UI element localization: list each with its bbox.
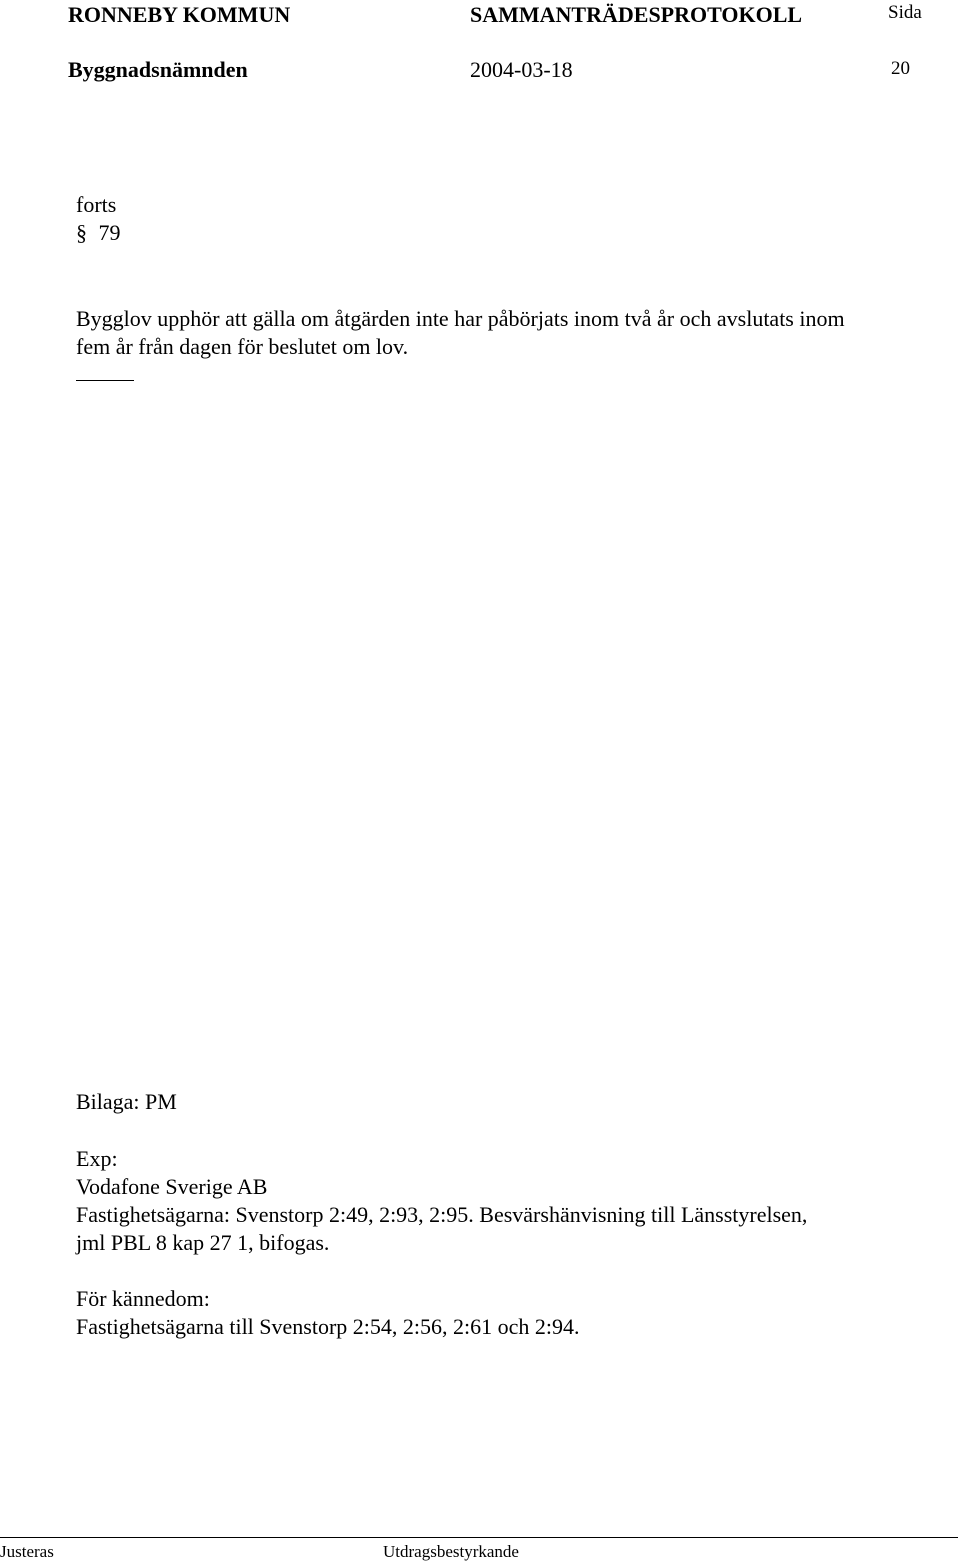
exp-line-2: Fastighetsägarna: Svenstorp 2:49, 2:93, 2:95. Besvärshänvisning till Länsstyrelsen, xyxy=(76,1202,808,1227)
page-number: 20 xyxy=(891,58,910,79)
paragraph-sign: § xyxy=(76,220,87,245)
committee-name: Byggnadsnämnden xyxy=(68,57,248,82)
org-name: RONNEBY KOMMUN xyxy=(68,2,291,27)
body-line-2: fem år från dagen för beslutet om lov. xyxy=(76,334,409,359)
attachment-line: Bilaga: PM xyxy=(76,1089,177,1114)
footer-utdragsbestyrkande: Utdragsbestyrkande xyxy=(383,1542,519,1561)
continued-label: forts xyxy=(76,192,117,217)
exp-line-1: Vodafone Sverige AB xyxy=(76,1174,268,1199)
paragraph-reference xyxy=(76,219,121,247)
paragraph-number: 79 xyxy=(98,220,121,245)
exp-line-3: jml PBL 8 kap 27 1, bifogas. xyxy=(76,1230,330,1255)
body-line-1: Bygglov upphör att gälla om åtgärden inte har påbörjats inom två år och avslutats inom xyxy=(76,306,845,331)
footer-justeras: Justeras xyxy=(0,1542,54,1561)
exp-label: Exp: xyxy=(76,1146,118,1171)
footer-rule xyxy=(0,1537,958,1538)
section-end-rule xyxy=(76,380,134,381)
meeting-date: 2004-03-18 xyxy=(470,57,573,82)
info-label: För kännedom: xyxy=(76,1286,210,1311)
page-label: Sida xyxy=(888,2,922,23)
info-line-1: Fastighetsägarna till Svenstorp 2:54, 2:56, 2:61 och 2:94. xyxy=(76,1314,580,1339)
document-type: SAMMANTRÄDESPROTOKOLL xyxy=(470,2,803,27)
